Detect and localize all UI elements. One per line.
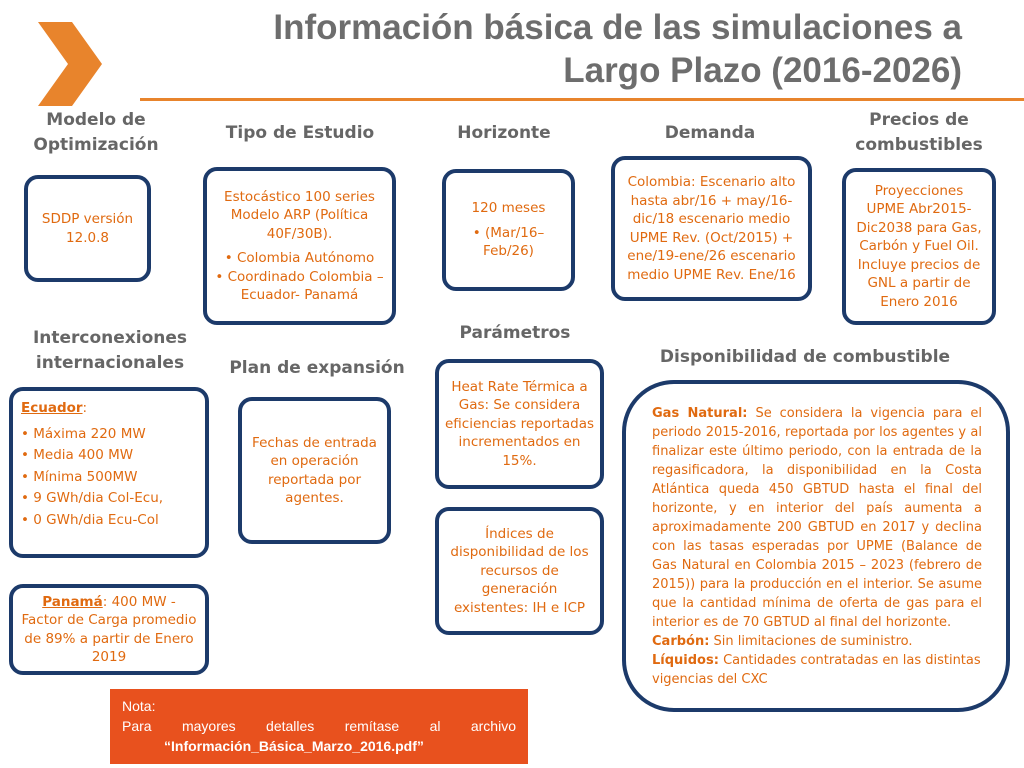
heading-parametros: Parámetros xyxy=(459,323,571,343)
carbon-text: Sin limitaciones de suministro. xyxy=(709,633,913,649)
modelo-text: SDDP versión 12.0.8 xyxy=(41,211,134,246)
tipo-estudio-box xyxy=(203,167,396,325)
tipo-estudio-text: Estocástico 100 series Modelo ARP (Política 40F/30B). xyxy=(224,188,375,242)
demanda-text: Colombia: Escenario alto hasta abr/16 + may/16-dic/18 escenario medio UPME Rev. (Oct/2015) + ene/19-ene/26 escenario medio UPME Rev. Ene/16 xyxy=(627,174,796,283)
indices-text: Índices de disponibilidad de los recursos de generación existentes: IH e ICP xyxy=(450,525,589,616)
panama-content xyxy=(21,593,197,667)
gas-natural-label: Gas Natural: xyxy=(652,405,748,421)
heat-rate-box xyxy=(435,359,604,489)
list-item: • Coordinado Colombia – Ecuador- Panamá xyxy=(215,268,384,303)
title-divider xyxy=(140,98,1024,101)
heading-demanda: Demanda xyxy=(664,123,756,143)
demanda-box xyxy=(611,156,812,301)
gas-natural-text: Se considera la vigencia para el periodo 2015-2016, reportada por los agentes y al finalizar este último periodo, con la entrada de la regasificadora, la disponibilidad en la Costa Atlántica queda 450 GBTUD hasta el final del horizonte, y en interior del país aumenta a aproximadamente 200 GBTUD en 2017 y declina con las tasas esperadas por UPME (Balance de Gas Natural en Colombia 2015 – 2023 (febrero de 2015)) para la producción en el interior. Se asume que la cantidad mínima de oferta de gas para el interior es de 70 GBTUD al final del horizonte. xyxy=(652,405,982,630)
carbon-label: Carbón: xyxy=(652,633,710,649)
list-item: • Media 400 MW xyxy=(21,447,134,463)
modelo-box xyxy=(24,175,151,282)
list-item: • 0 GWh/dia Ecu-Col xyxy=(21,511,159,528)
tipo-estudio-content xyxy=(215,188,384,305)
list-item: • (Mar/16– Feb/26) xyxy=(472,224,545,260)
list-item: • Mínima 500MW xyxy=(21,468,138,485)
ecuador-label: Ecuador xyxy=(21,400,83,416)
page-title xyxy=(142,6,962,92)
note-label: Nota: xyxy=(122,698,156,714)
plan-expansion-text: Fechas de entrada en operación reportada por agentes. xyxy=(252,434,377,506)
list-item: • 9 GWh/dia Col-Ecu, xyxy=(21,490,164,506)
heading-tipo-estudio: Tipo de Estudio xyxy=(225,123,375,143)
precios-box xyxy=(842,168,996,325)
note-box xyxy=(110,689,528,764)
heat-rate-text: Heat Rate Térmica a Gas: Se considera eficiencias reportadas incrementados en 15%. xyxy=(445,378,594,469)
liquidos-text: Cantidades contratadas en las distintas vigencias del CXC xyxy=(652,652,981,687)
liquidos-label: Líquidos: xyxy=(652,652,719,668)
note-line-2: Para mayores detalles remítase al archivo xyxy=(122,718,516,734)
panama-text: : 400 MW - Factor de Carga promedio de 89% a partir de Enero 2019 xyxy=(21,593,197,665)
heading-modelo: Modelo de Optimización xyxy=(33,110,159,155)
horizonte-box xyxy=(442,169,575,291)
disponibilidad-content xyxy=(652,404,982,689)
heading-interconexiones: Interconexiones internacionales xyxy=(32,328,188,373)
note-filename: “Información_Básica_Marzo_2016.pdf” xyxy=(164,738,424,754)
horizonte-text: 120 meses xyxy=(471,200,546,217)
ecuador-content xyxy=(21,399,197,531)
plan-expansion-box xyxy=(238,397,391,544)
heading-precios: Precios de combustibles xyxy=(855,110,983,155)
panama-label: Panamá xyxy=(42,593,103,610)
list-item: • Colombia Autónomo xyxy=(224,250,375,266)
page-title-line-1: Información básica de las simulaciones a xyxy=(273,8,962,47)
precios-text: Proyecciones UPME Abr2015-Dic2038 para Gas, Carbón y Fuel Oil. Incluye precios de GNL a partir de Enero 2016 xyxy=(856,182,982,310)
page-title-line-2: Largo Plazo (2016-2026) xyxy=(563,51,962,90)
ecuador-box xyxy=(9,387,209,558)
disponibilidad-box xyxy=(622,380,1010,712)
indices-box xyxy=(435,507,604,635)
panama-box xyxy=(9,584,209,675)
list-item: • Máxima 220 MW xyxy=(21,425,146,442)
heading-disponibilidad: Disponibilidad de combustible xyxy=(659,347,951,367)
heading-plan-expansion: Plan de expansión xyxy=(229,358,405,378)
heading-horizonte: Horizonte xyxy=(457,123,551,143)
horizonte-content xyxy=(454,199,563,261)
chevron-logo-icon xyxy=(34,22,106,106)
ecuador-colon: : xyxy=(82,400,88,416)
